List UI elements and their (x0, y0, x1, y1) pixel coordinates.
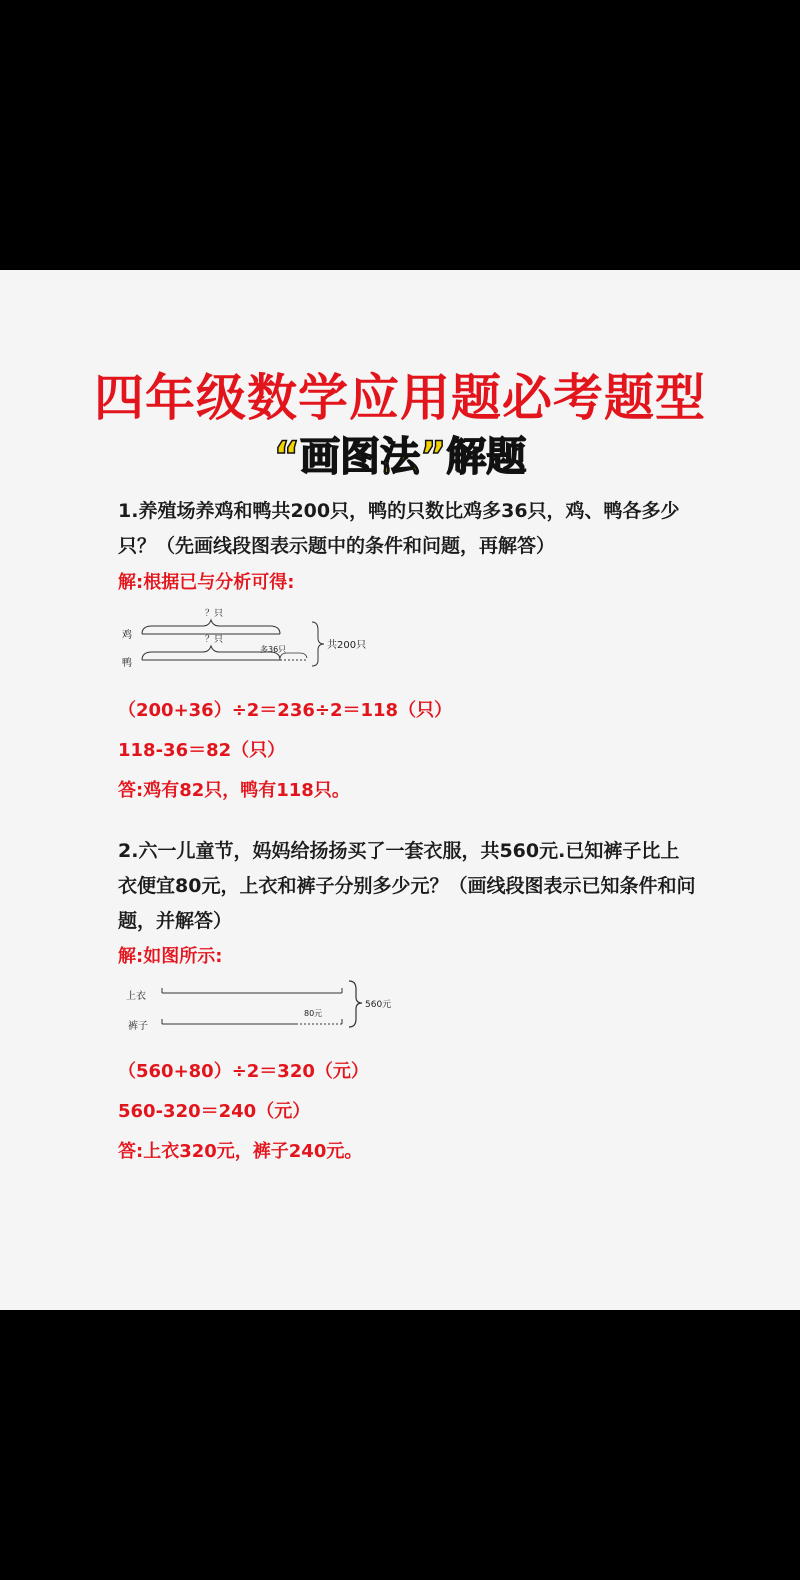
problem-1-segment-diagram (115, 602, 385, 674)
problem-2-step-1: （560+80）÷2＝320（元） (118, 1061, 369, 1082)
problem-1-question: 1.养殖场养鸡和鸭共200只，鸭的只数比鸡多36只，鸡、鸭各多少只？（先画线段图表示题中的条件和问题，再解答） (118, 500, 680, 557)
unknown-bottom: ？只 (205, 635, 224, 645)
unknown-top: ？只 (205, 609, 224, 619)
diff-label: 80元 (304, 1009, 323, 1018)
brace-total-2 (349, 981, 362, 1027)
label-chicken: 鸡 (122, 630, 132, 641)
total-label: 共200只 (327, 640, 367, 651)
more-label: 多36只 (260, 645, 287, 654)
problem-1-step-1: （200+36）÷2＝236÷2＝118（只） (118, 700, 453, 721)
page-title: 四年级数学应用题必考题型 (94, 369, 706, 427)
label-pants: 裤子 (128, 1021, 148, 1032)
problem-2-step-2: 560-320＝240（元） (118, 1101, 311, 1122)
label-duck: 鸭 (122, 658, 132, 669)
problem-2-solution-label: 解:如图所示: (118, 946, 223, 967)
problem-1-answer: 答:鸡有82只，鸭有118只。 (118, 780, 350, 801)
problem-1-step-2: 118-36＝82（只） (118, 740, 286, 761)
brace-total (312, 622, 324, 666)
problem-1-solution-label: 解:根据已与分析可得: (118, 572, 295, 593)
brace-chicken (142, 620, 280, 634)
problem-2-segment-diagram (115, 975, 415, 1035)
page-subtitle: “画图法”解题 (273, 434, 527, 480)
label-top: 上衣 (126, 991, 146, 1002)
content-card (0, 270, 800, 1310)
total-label-2: 560元 (365, 1000, 392, 1010)
problem-2-answer: 答:上衣320元，裤子240元。 (118, 1141, 363, 1162)
problem-2-question: 2.六一儿童节，妈妈给扬扬买了一套衣服，共560元.已知裤子比上衣便宜80元，上衣和裤子分别多少元？（画线段图表示已知条件和问题，并解答） (118, 840, 696, 932)
